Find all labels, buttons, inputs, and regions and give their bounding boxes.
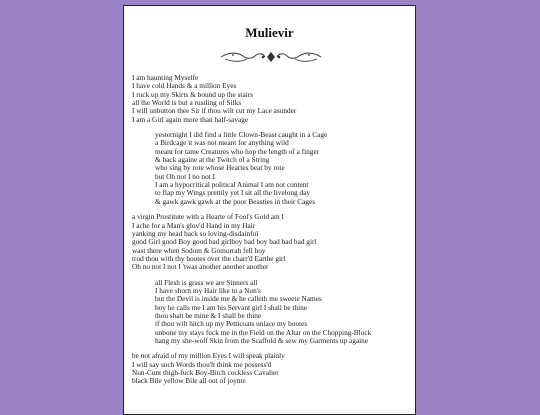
poem-line: Nun-Cunt thigh-fuck Boy-Bitch cockless Cavalier	[132, 368, 279, 377]
poem-line: good Girl good Boy good bad girlboy bad boy bad bad bad girl	[132, 237, 317, 247]
poem-line: hang my she-wolf Skin from the Scaffold & sew my Garments up againe	[155, 335, 369, 345]
poem-line: yanking my head back so loving-disdainful	[132, 228, 259, 238]
poem-line: who sing by rote whose Heartes beat by rote	[155, 163, 285, 173]
poem-line: I ache for a Man's glov'd Hand in my Hair	[132, 220, 256, 230]
poem-line: boy he calls me I am his Servant girl I shall be thine	[155, 302, 307, 312]
poem-line: yesternight I did find a little Clown-Beast caught in a Cage	[155, 130, 328, 140]
poem-line: I have cold Hands & a million Eyes	[132, 81, 237, 91]
poem-line: a virgin Prostitute with a Hearte of Fool's Gold am I	[132, 212, 284, 222]
poem-line: to flap my Wings prettily yet I sit all the livelong day	[155, 188, 311, 198]
poem-line: & back againe at the Twitch of a String	[155, 155, 270, 165]
poem-line: be not afraid of my million Eyes I will speak plainly	[132, 351, 285, 361]
ornament-divider	[219, 50, 323, 64]
poem-line: Oh no not I not I 'twas another another another	[132, 262, 269, 272]
poem-line: wast there when Sodom & Gomorrah fell boy	[132, 245, 266, 255]
poem-line: thou shalt be mine & I shall be thine	[155, 310, 262, 320]
poem-line: all Flesh is grass we are Sinners all	[155, 277, 258, 287]
poem-line: I am a hypocritical political Animal I am not content	[155, 180, 309, 190]
poem-line: black Bile yellow Bile all out of joynte	[132, 376, 246, 386]
poem-line: I ruck up my Skirts & bound up the stairs	[132, 89, 253, 99]
poem-line: I will unbutton thee Sir if thou wilt cut my Lace asunder	[132, 106, 297, 116]
poem-line: but Oh not I no not I	[155, 171, 215, 181]
poem-stanza	[132, 213, 411, 271]
poem-stanza	[132, 74, 411, 124]
poem-stanza	[132, 279, 411, 346]
poem-line: & gawk gawk gawk at the poor Beasties in their Cages	[155, 196, 316, 206]
poem-title: Mulievir	[245, 25, 294, 40]
poem-line: all the World is but a rustling of Silks	[132, 98, 242, 108]
poem-line: trod thou with thy bootes over the charr'd Earthe girl	[132, 253, 286, 263]
document-page	[123, 5, 416, 415]
poem-line: a Birdcage it was not meant for anything wild	[155, 138, 289, 148]
poem-line: unbone my stays fuck me in the Field on the Altar on the Chopping-Block	[155, 327, 372, 337]
poem-line: I am haunting Myselfe	[132, 73, 199, 82]
poem-line: if thou wilt hitch up my Petticoats unlace my bootes	[155, 319, 308, 329]
poem-line: but the Devil is inside me & he calleth me sweete Names	[155, 294, 322, 304]
poem-line: I will say such Words thou'lt think me possess'd	[132, 359, 272, 369]
poem-body	[132, 74, 411, 393]
poem-line: I have shorn my Hair like to a Nun's	[155, 285, 261, 295]
poem-stanza	[132, 352, 411, 385]
poem-stanza	[132, 131, 411, 206]
poem-line: meant for tame Creatures who hop the length of a finger	[155, 146, 320, 156]
poem-line: I am a Girl again more than half-savage	[132, 114, 249, 124]
